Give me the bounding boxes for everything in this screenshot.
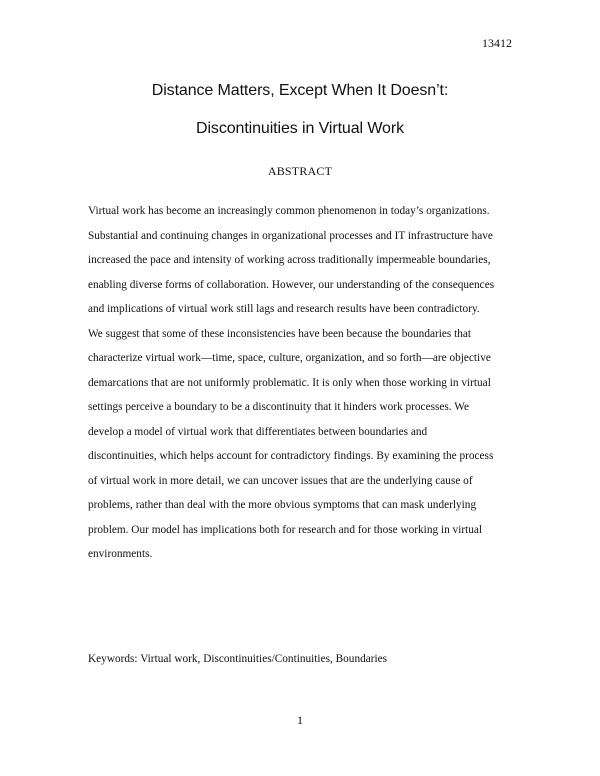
abstract-line: develop a model of virtual work that differentiates between boundaries and	[88, 425, 428, 438]
abstract-line: problems, rather than deal with the more obvious symptoms that can mask underlying	[88, 499, 477, 511]
abstract-line: of virtual work in more detail, we can uncover issues that are the underlying cause of	[88, 474, 473, 487]
abstract-body	[88, 199, 518, 567]
abstract-line: problem. Our model has implications both for research and for those working in virtual	[88, 523, 483, 536]
abstract-line: environments.	[88, 548, 153, 560]
abstract-line: Virtual work has become an increasingly common phenomenon in today’s organizations.	[88, 205, 490, 217]
page-id: 13412	[482, 36, 512, 50]
abstract-line: and implications of virtual work still lags and research results have been contradictory.	[88, 303, 480, 315]
title-line-2: Discontinuities in Virtual Work	[196, 120, 404, 137]
abstract-line: characterize virtual work—time, space, culture, organization, and so forth—are objective	[88, 352, 491, 364]
page-number: 1	[297, 713, 303, 727]
abstract-line: Substantial and continuing changes in organizational processes and IT infrastructure have	[88, 229, 493, 242]
abstract-line: We suggest that some of these inconsistencies have been because the boundaries that	[88, 327, 472, 340]
keywords: Keywords: Virtual work, Discontinuities/Continuities, Boundaries	[88, 653, 388, 665]
abstract-line: discontinuities, which helps account for contradictory findings. By examining the process	[88, 450, 494, 462]
abstract-line: increased the pace and intensity of working across traditionally impermeable boundaries,	[88, 254, 491, 266]
abstract-line: enabling diverse forms of collaboration. However, our understanding of the consequences	[88, 278, 495, 291]
abstract-heading: ABSTRACT	[267, 164, 333, 178]
title-line-1: Distance Matters, Except When It Doesn’t:	[151, 82, 449, 99]
abstract-line: demarcations that are not uniformly problematic. It is only when those working in virtual	[88, 376, 491, 389]
abstract-line: settings perceive a boundary to be a discontinuity that it hinders work processes. We	[88, 401, 469, 413]
